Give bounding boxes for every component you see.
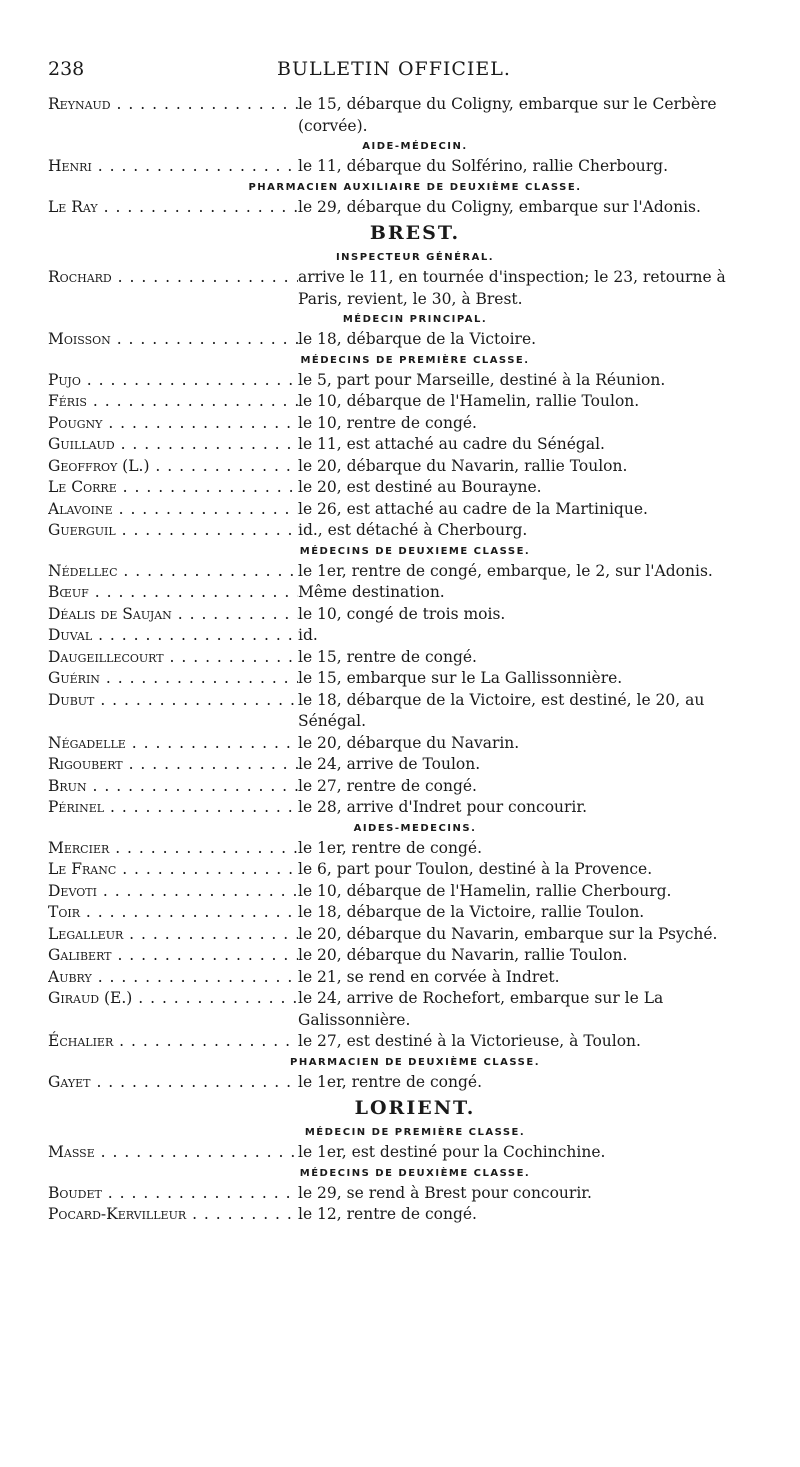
- list-item: [48, 197, 758, 219]
- movement-text: le 15, débarque du Coligny, embarque sur le Cerbère (corvée).: [298, 95, 717, 135]
- movement-text: le 21, se rend en corvée à Indret.: [298, 967, 560, 986]
- officer-name: Rochard: [48, 268, 112, 286]
- rank-heading: MÉDECIN DE PREMIÈRE CLASSE.: [304, 1127, 526, 1138]
- dot-leader: [87, 392, 298, 410]
- officer-name: Guérin: [48, 669, 100, 687]
- movement-text: arrive le 11, en tournée d'inspection; le 23, retourne à Paris, revient, le 30, à Brest.: [298, 268, 726, 308]
- officer-name: Geoffroy (L.): [48, 456, 150, 475]
- officer-name-cell: [48, 434, 298, 456]
- officer-name: Nédellec: [48, 561, 118, 580]
- officer-name: Toir: [48, 903, 80, 921]
- rank-group: [48, 351, 758, 542]
- officer-name: Féris: [48, 392, 87, 410]
- movement-text: le 15, embarque sur le La Gallissonnière.: [298, 669, 623, 687]
- movement-text: le 26, est attaché au cadre de la Martinique.: [298, 499, 648, 518]
- dot-leader: [150, 457, 299, 475]
- list-item: [48, 754, 758, 776]
- officer-name-cell: [48, 945, 298, 967]
- page-title: BULLETIN OFFICIEL.: [277, 58, 511, 80]
- list-item: [48, 520, 758, 542]
- list-item: [48, 690, 758, 733]
- rank-group: [48, 137, 758, 178]
- dot-leader: [92, 157, 298, 175]
- dot-leader: [95, 1143, 298, 1161]
- officer-name-cell: [48, 370, 298, 392]
- officer-name: Bœuf: [48, 583, 89, 601]
- officer-name: Henri: [48, 157, 92, 175]
- dot-leader: [126, 734, 298, 752]
- list-item: [48, 647, 758, 669]
- dot-leader: [186, 1205, 298, 1223]
- officer-name-cell: [48, 561, 298, 583]
- rank-group: [48, 178, 758, 219]
- list-item: [48, 561, 758, 583]
- movement-text: le 10, congé de trois mois.: [298, 604, 506, 623]
- dot-leader: [117, 478, 298, 496]
- officer-name-cell: [48, 1142, 298, 1164]
- list-item: [48, 1072, 758, 1094]
- dot-leader: [100, 669, 298, 687]
- movement-text: le 12, rentre de congé.: [298, 1205, 477, 1223]
- list-item: [48, 797, 758, 819]
- officer-name-cell: [48, 267, 298, 310]
- dot-leader: [115, 435, 298, 453]
- movement-text: le 11, est attaché au cadre du Sénégal.: [298, 435, 605, 453]
- officer-name: Guillaud: [48, 435, 115, 453]
- rank-heading: MÉDECIN PRINCIPAL.: [342, 314, 488, 325]
- movement-text: le 20, débarque du Navarin, rallie Toulon.: [298, 946, 628, 964]
- movement-text: le 20, débarque du Navarin.: [298, 733, 520, 752]
- rank-group: [48, 1053, 758, 1094]
- movement-text: le 18, débarque de la Victoire, rallie Toulon.: [298, 903, 645, 921]
- list-item: [48, 434, 758, 456]
- list-item: [48, 625, 758, 647]
- list-item: [48, 945, 758, 967]
- officer-name-cell: [48, 156, 298, 178]
- movement-text: le 29, se rend à Brest pour concourir.: [298, 1183, 592, 1202]
- officer-name-cell: [48, 1031, 298, 1053]
- movement-text: le 10, rentre de congé.: [298, 413, 477, 432]
- list-item: [48, 1204, 758, 1226]
- dot-leader: [89, 583, 298, 601]
- list-item: [48, 391, 758, 413]
- rank-heading: PHARMACIEN DE DEUXIÈME CLASSE.: [290, 1056, 540, 1068]
- officer-name-cell: [48, 754, 298, 776]
- dot-leader: [112, 946, 298, 964]
- officer-name: Mercier: [48, 838, 110, 857]
- dot-leader: [172, 605, 298, 623]
- officer-name: Reynaud: [48, 95, 111, 113]
- officer-name-cell: [48, 391, 298, 413]
- list-item: [48, 582, 758, 604]
- officer-name-cell: [48, 582, 298, 604]
- list-item: [48, 1031, 758, 1053]
- officer-name: Échalier: [48, 1032, 114, 1050]
- movement-text: id.: [298, 626, 318, 644]
- rank-heading: MÉDECINS DE DEUXIÈME CLASSE.: [299, 1167, 531, 1179]
- officer-name-cell: [48, 499, 298, 521]
- page-number: 238: [48, 58, 85, 80]
- officer-name-cell: [48, 1183, 298, 1205]
- list-item: [48, 156, 758, 178]
- movement-text: le 20, débarque du Navarin, embarque sur la Psyché.: [298, 924, 718, 943]
- movement-text: le 1er, rentre de congé.: [298, 1072, 482, 1091]
- rank-heading: AIDES-MEDECINS.: [353, 822, 477, 834]
- rank-heading: MÉDECINS DE PREMIÈRE CLASSE.: [300, 354, 530, 366]
- rank-heading: MÉDECINS DE DEUXIEME CLASSE.: [299, 545, 531, 557]
- movement-text: le 6, part pour Toulon, destiné à la Provence.: [298, 860, 653, 878]
- movement-text: le 27, rentre de congé.: [298, 776, 477, 795]
- list-item: [48, 668, 758, 690]
- officer-name: Gayet: [48, 1072, 91, 1091]
- movement-text: le 15, rentre de congé.: [298, 647, 477, 666]
- officer-name-cell: [48, 520, 298, 542]
- officer-name-cell: [48, 838, 298, 860]
- dot-leader: [118, 562, 299, 580]
- officer-name: Pougny: [48, 413, 103, 432]
- officer-name: Alavoine: [48, 499, 113, 518]
- rank-heading: INSPECTEUR GÉNÉRAL.: [335, 252, 495, 263]
- movement-text: le 1er, rentre de congé, embarque, le 2, sur l'Adonis.: [298, 561, 713, 580]
- officer-name: Masse: [48, 1143, 95, 1161]
- officer-name-cell: [48, 902, 298, 924]
- list-item: [48, 776, 758, 798]
- officer-name-cell: [48, 477, 298, 499]
- rank-heading: PHARMACIEN AUXILIAIRE DE DEUXIÈME CLASSE.: [248, 181, 582, 193]
- movement-text: id., est détaché à Cherbourg.: [298, 521, 528, 539]
- officer-name-cell: [48, 881, 298, 903]
- rank-group: [48, 819, 758, 1053]
- movement-text: le 20, débarque du Navarin, rallie Toulon.: [298, 456, 628, 475]
- city-section: [48, 218, 758, 1093]
- movement-text: le 1er, rentre de congé.: [298, 838, 482, 857]
- officer-name: Dubut: [48, 690, 95, 709]
- dot-leader: [164, 648, 298, 666]
- movement-text: le 10, débarque de l'Hamelin, rallie Toulon.: [298, 392, 640, 410]
- dot-leader: [132, 989, 298, 1007]
- officer-name-cell: [48, 1072, 298, 1094]
- dot-leader: [98, 198, 298, 216]
- officer-name: Aubry: [48, 967, 92, 986]
- dot-leader: [81, 371, 298, 389]
- list-item: [48, 838, 758, 860]
- movement-text: le 27, est destiné à la Victorieuse, à Toulon.: [298, 1032, 641, 1050]
- officer-name-cell: [48, 604, 298, 626]
- officer-name: Pujo: [48, 370, 81, 389]
- officer-name-cell: [48, 988, 298, 1031]
- dot-leader: [87, 777, 298, 795]
- dot-leader: [111, 330, 298, 348]
- officer-name: Galibert: [48, 946, 112, 964]
- list-item: [48, 859, 758, 881]
- list-item: [48, 370, 758, 392]
- movement-text: le 29, débarque du Coligny, embarque sur l'Adonis.: [298, 197, 701, 216]
- city-heading: BREST.: [369, 222, 461, 244]
- officer-name-cell: [48, 776, 298, 798]
- officer-name: Périnel: [48, 798, 105, 816]
- officer-name-cell: [48, 413, 298, 435]
- officer-name-cell: [48, 668, 298, 690]
- dot-leader: [123, 925, 298, 943]
- list-item: [48, 329, 758, 351]
- page-header: [48, 58, 740, 84]
- officer-name-cell: [48, 733, 298, 755]
- dot-leader: [102, 414, 298, 432]
- rank-group: [48, 1164, 758, 1226]
- list-item: [48, 988, 758, 1031]
- list-item: [48, 1183, 758, 1205]
- movement-text: le 24, arrive de Rochefort, embarque sur le La Galissonnière.: [298, 989, 664, 1029]
- officer-name: Boudet: [48, 1183, 102, 1202]
- rank-group: [48, 1123, 758, 1164]
- rank-group: [48, 310, 758, 351]
- dot-leader: [113, 500, 298, 518]
- officer-name: Devoti: [48, 881, 97, 900]
- dot-leader: [111, 95, 298, 113]
- officer-name-cell: [48, 197, 298, 219]
- movement-text: le 20, est destiné au Bourayne.: [298, 478, 542, 496]
- movement-text: Même destination.: [298, 583, 445, 601]
- officer-name-cell: [48, 967, 298, 989]
- list-item: [48, 924, 758, 946]
- dot-leader: [109, 839, 298, 857]
- dot-leader: [94, 691, 298, 709]
- dot-leader: [80, 903, 298, 921]
- officer-name: Le Corre: [48, 478, 117, 496]
- dot-leader: [92, 968, 298, 986]
- city-section: [48, 94, 758, 218]
- officer-name: Rigoubert: [48, 755, 123, 773]
- movement-text: le 1er, est destiné pour la Cochinchine.: [298, 1143, 606, 1161]
- dot-leader: [113, 1032, 298, 1050]
- rank-group: [48, 542, 758, 819]
- officer-name: Legalleur: [48, 924, 124, 943]
- list-item: [48, 413, 758, 435]
- officer-name-cell: [48, 797, 298, 819]
- dot-leader: [92, 626, 298, 644]
- dot-leader: [104, 798, 298, 816]
- officer-name-cell: [48, 94, 298, 137]
- list-item: [48, 499, 758, 521]
- dot-leader: [123, 755, 298, 773]
- officer-name: Le Franc: [48, 860, 117, 878]
- list-item: [48, 902, 758, 924]
- officer-name-cell: [48, 690, 298, 733]
- officer-name-cell: [48, 859, 298, 881]
- officer-name: Duval: [48, 626, 93, 644]
- list-item: [48, 477, 758, 499]
- movement-text: le 5, part pour Marseille, destiné à la Réunion.: [298, 370, 666, 389]
- officer-name: Moisson: [48, 330, 111, 348]
- list-item: [48, 94, 758, 137]
- dot-leader: [112, 268, 298, 286]
- city-section: [48, 1093, 758, 1226]
- list-item: [48, 604, 758, 626]
- officer-name-cell: [48, 924, 298, 946]
- dot-leader: [116, 860, 298, 878]
- dot-leader: [91, 1073, 298, 1091]
- rank-group: [48, 94, 758, 137]
- officer-name: Brun: [48, 776, 87, 795]
- dot-leader: [97, 882, 298, 900]
- list-item: [48, 881, 758, 903]
- officer-name: Guerguil: [48, 521, 116, 539]
- movement-text: le 28, arrive d'Indret pour concourir.: [298, 798, 588, 816]
- officer-name: Déalis de Saujan: [48, 604, 172, 623]
- officer-name-cell: [48, 1204, 298, 1226]
- officer-name-cell: [48, 329, 298, 351]
- movement-text: le 11, débarque du Solférino, rallie Cherbourg.: [298, 157, 669, 175]
- officer-name: Négadelle: [48, 733, 126, 752]
- content-column: [48, 94, 758, 1226]
- rank-group: [48, 248, 758, 310]
- dot-leader: [116, 521, 298, 539]
- officer-name-cell: [48, 647, 298, 669]
- movement-text: le 18, débarque de la Victoire, est destiné, le 20, au Sénégal.: [298, 690, 705, 730]
- list-item: [48, 967, 758, 989]
- list-item: [48, 733, 758, 755]
- rank-heading: AIDE-MÉDECIN.: [362, 141, 468, 152]
- dot-leader: [102, 1184, 298, 1202]
- officer-name-cell: [48, 625, 298, 647]
- list-item: [48, 1142, 758, 1164]
- officer-name: Pocard-Kervilleur: [48, 1205, 187, 1223]
- movement-text: le 10, débarque de l'Hamelin, rallie Cherbourg.: [298, 881, 672, 900]
- list-item: [48, 267, 758, 310]
- list-item: [48, 456, 758, 478]
- city-heading: LORIENT.: [354, 1097, 476, 1119]
- movement-text: le 24, arrive de Toulon.: [298, 755, 481, 773]
- officer-name-cell: [48, 456, 298, 478]
- movement-text: le 18, débarque de la Victoire.: [298, 330, 537, 348]
- officer-name: Le Ray: [48, 197, 98, 216]
- officer-name: Giraud (E.): [48, 989, 133, 1007]
- officer-name: Daugeillecourt: [48, 647, 164, 666]
